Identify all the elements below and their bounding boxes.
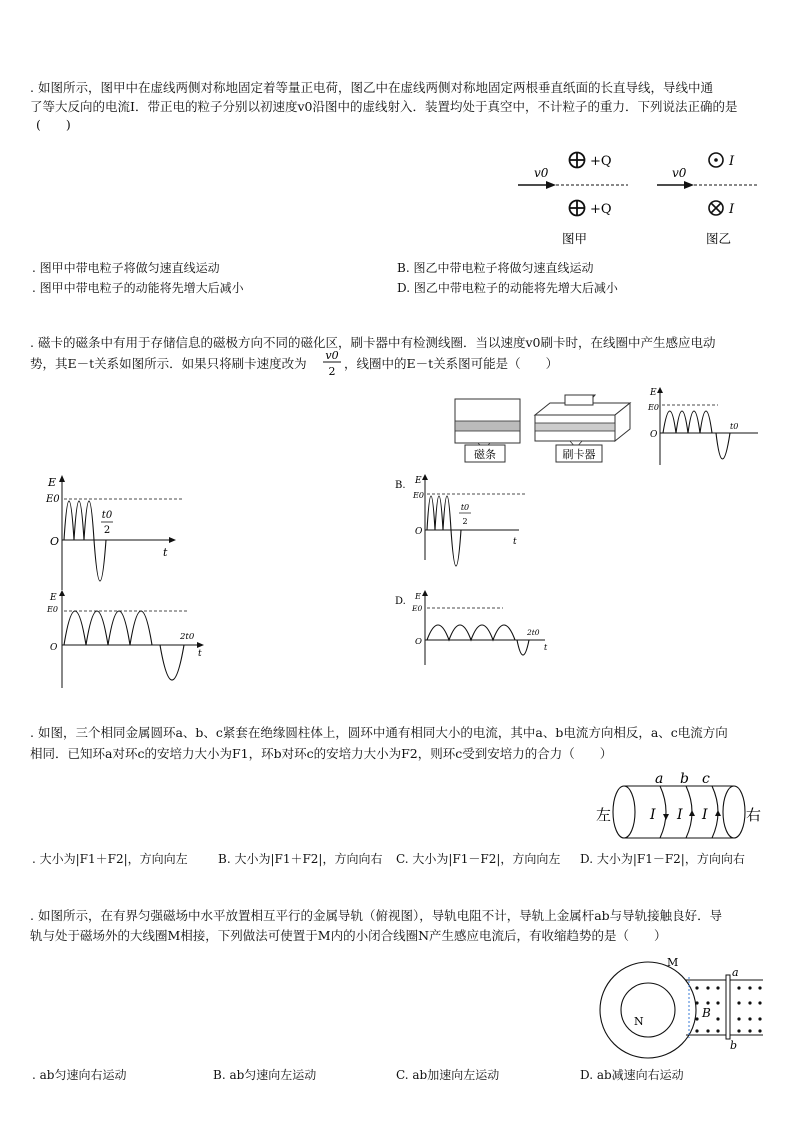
svg-text:t: t bbox=[513, 537, 517, 547]
q4-option-d[interactable]: D. ab减速向右运动 bbox=[580, 1068, 684, 1082]
arrow-head-icon bbox=[684, 181, 694, 189]
q1-line2: 了等大反向的电流I．带正电的粒子分别以初速度v0沿图中的虚线射入．装置均处于真空中，不计粒子的重力．下列说法正确的是 bbox=[30, 99, 738, 114]
svg-text:D.: D. bbox=[395, 596, 406, 607]
svg-text:E0: E0 bbox=[648, 403, 659, 412]
q3-right-label: 右 bbox=[746, 806, 762, 824]
q1-plus-q-top: +Q bbox=[590, 154, 612, 169]
q1-label-a: 图甲 bbox=[562, 231, 588, 246]
svg-text:t: t bbox=[544, 643, 548, 652]
current-up-arrow-icon bbox=[689, 810, 695, 816]
svg-text:2: 2 bbox=[462, 517, 468, 526]
q1-v0-a: v0 bbox=[534, 166, 549, 180]
svg-text:I: I bbox=[650, 807, 656, 823]
q3-ring-c: c bbox=[702, 771, 710, 787]
svg-text:t0: t0 bbox=[730, 422, 739, 431]
q2-line1: . 磁卡的磁条中有用于存储信息的磁极方向不同的磁化区，刷卡器中有检测线圈．当以速度v0刷卡时，在线圈中产生感应电动 bbox=[30, 335, 716, 350]
q4-line1: . 如图所示，在有界匀强磁场中水平放置相互平行的金属导轨（俯视图），导轨电阻不计，导轨上金属杆ab与导轨接触良好．导 bbox=[30, 908, 723, 923]
svg-text:O: O bbox=[415, 637, 422, 647]
svg-text:O: O bbox=[50, 535, 60, 548]
q2-graph-d bbox=[395, 590, 555, 670]
q1-plus-q-bottom: +Q bbox=[590, 202, 612, 217]
q2-reader-label: 刷卡器 bbox=[562, 448, 596, 461]
q1-option-c[interactable]: . 图甲中带电粒子的动能将先增大后减小 bbox=[32, 281, 244, 295]
svg-text:t: t bbox=[163, 546, 168, 559]
svg-text:E0: E0 bbox=[46, 494, 60, 505]
svg-text:E: E bbox=[650, 388, 657, 398]
q4-coil-n: N bbox=[634, 1015, 644, 1028]
svg-text:2t0: 2t0 bbox=[180, 632, 195, 642]
positive-charge-icon bbox=[570, 153, 585, 168]
axis-arrow-icon bbox=[59, 590, 65, 596]
q3-option-d[interactable]: D. 大小为|F1－F2|，方向向右 bbox=[580, 852, 745, 866]
current-into-page-icon bbox=[709, 201, 723, 215]
svg-text:2t0: 2t0 bbox=[527, 628, 540, 637]
current-up-arrow-icon bbox=[715, 810, 721, 816]
axis-arrow-icon bbox=[422, 474, 428, 480]
q2-graph-a bbox=[32, 472, 212, 592]
q1-option-d[interactable]: D. 图乙中带电粒子的动能将先增大后减小 bbox=[397, 281, 618, 295]
q3-option-b[interactable]: B. 大小为|F1＋F2|，方向向右 bbox=[218, 852, 383, 866]
q3-left-label: 左 bbox=[596, 806, 612, 824]
q3-line1: . 如图，三个相同金属圆环a、b、c紧套在绝缘圆柱体上，圆环中通有相同大小的电流，其中a、b电流方向相反，a、c电流方向 bbox=[30, 725, 728, 740]
q1-line3: ( ) bbox=[36, 117, 71, 132]
q4-coil-m: M bbox=[667, 956, 679, 969]
svg-text:t0: t0 bbox=[101, 510, 113, 521]
q1-label-b: 图乙 bbox=[706, 231, 732, 246]
q3-figure bbox=[594, 770, 794, 845]
q3-option-c[interactable]: C. 大小为|F1－F2|，方向向左 bbox=[396, 852, 561, 866]
q1-current-top: I bbox=[729, 154, 735, 169]
svg-text:O: O bbox=[50, 643, 58, 653]
current-down-arrow-icon bbox=[663, 814, 669, 820]
axis-arrow-icon bbox=[422, 590, 428, 596]
svg-text:E0: E0 bbox=[413, 491, 424, 500]
q4-bar-b: b bbox=[730, 1039, 738, 1052]
svg-text:t0: t0 bbox=[460, 503, 470, 512]
q4-field-b: B bbox=[702, 1006, 711, 1020]
svg-text:t: t bbox=[198, 649, 202, 659]
arrow-head-icon bbox=[546, 181, 556, 189]
q3-option-a[interactable]: . 大小为|F1＋F2|，方向向左 bbox=[32, 852, 188, 866]
q4-option-a[interactable]: . ab匀速向右运动 bbox=[32, 1068, 127, 1082]
q3-ring-b: b bbox=[680, 771, 689, 787]
axis-arrow-icon bbox=[197, 642, 204, 648]
q1-option-b[interactable]: B. 图乙中带电粒子将做匀速直线运动 bbox=[397, 261, 594, 275]
q4-option-b[interactable]: B. ab匀速向左运动 bbox=[213, 1068, 317, 1082]
current-out-of-page-icon bbox=[709, 153, 723, 167]
svg-text:2: 2 bbox=[328, 365, 336, 378]
svg-text:v0: v0 bbox=[325, 349, 339, 362]
svg-text:I: I bbox=[677, 807, 683, 823]
svg-text:E: E bbox=[415, 476, 422, 486]
svg-text:I: I bbox=[702, 807, 708, 823]
svg-text:E: E bbox=[50, 593, 57, 603]
q2-graph-c bbox=[32, 590, 212, 690]
q1-option-a[interactable]: . 图甲中带电粒子将做匀速直线运动 bbox=[32, 261, 220, 275]
q2-strip-label: 磁条 bbox=[474, 448, 496, 461]
q3-ring-a: a bbox=[655, 771, 664, 787]
q2-line2a: 势，其E－t关系如图所示．如果只将刷卡速度改为 bbox=[30, 356, 307, 371]
q2-fraction bbox=[322, 348, 342, 378]
q2-line2b: ，线圈中的E－t关系图可能是（ ） bbox=[344, 356, 559, 371]
axis-arrow-icon bbox=[169, 537, 176, 543]
axis-arrow-icon bbox=[59, 475, 65, 482]
q4-bar-a: a bbox=[732, 966, 739, 979]
svg-text:B.: B. bbox=[395, 480, 406, 491]
q2-reference-graph bbox=[650, 385, 760, 475]
q4-figure bbox=[598, 955, 788, 1055]
q1-current-bottom: I bbox=[729, 202, 735, 217]
positive-charge-icon bbox=[570, 201, 585, 216]
q4-option-c[interactable]: C. ab加速向左运动 bbox=[396, 1068, 500, 1082]
axis-arrow-icon bbox=[657, 387, 663, 393]
q1-line1: . 如图所示，图甲中在虚线两侧对称地固定着等量正电荷，图乙中在虚线两侧对称地固定两根垂直纸面的长直导线，导线中通 bbox=[30, 80, 713, 95]
q2-graph-b bbox=[395, 472, 555, 562]
svg-text:2: 2 bbox=[103, 525, 111, 536]
svg-text:E: E bbox=[415, 592, 421, 601]
svg-text:O: O bbox=[415, 527, 423, 537]
svg-text:O: O bbox=[650, 430, 658, 440]
q1-v0-b: v0 bbox=[672, 166, 687, 180]
svg-text:E0: E0 bbox=[47, 605, 58, 614]
svg-text:E: E bbox=[48, 476, 57, 489]
q4-line2: 轨与处于磁场外的大线圈M相接，下列做法可使置于M内的小闭合线圈N产生感应电流后，有收缩趋势的是（ ） bbox=[30, 928, 667, 943]
q3-line2: 相同．已知环a对环c的安培力大小为F1，环b对环c的安培力大小为F2，则环c受到安培力的合力（ ） bbox=[30, 746, 613, 761]
svg-text:E0: E0 bbox=[412, 604, 423, 613]
